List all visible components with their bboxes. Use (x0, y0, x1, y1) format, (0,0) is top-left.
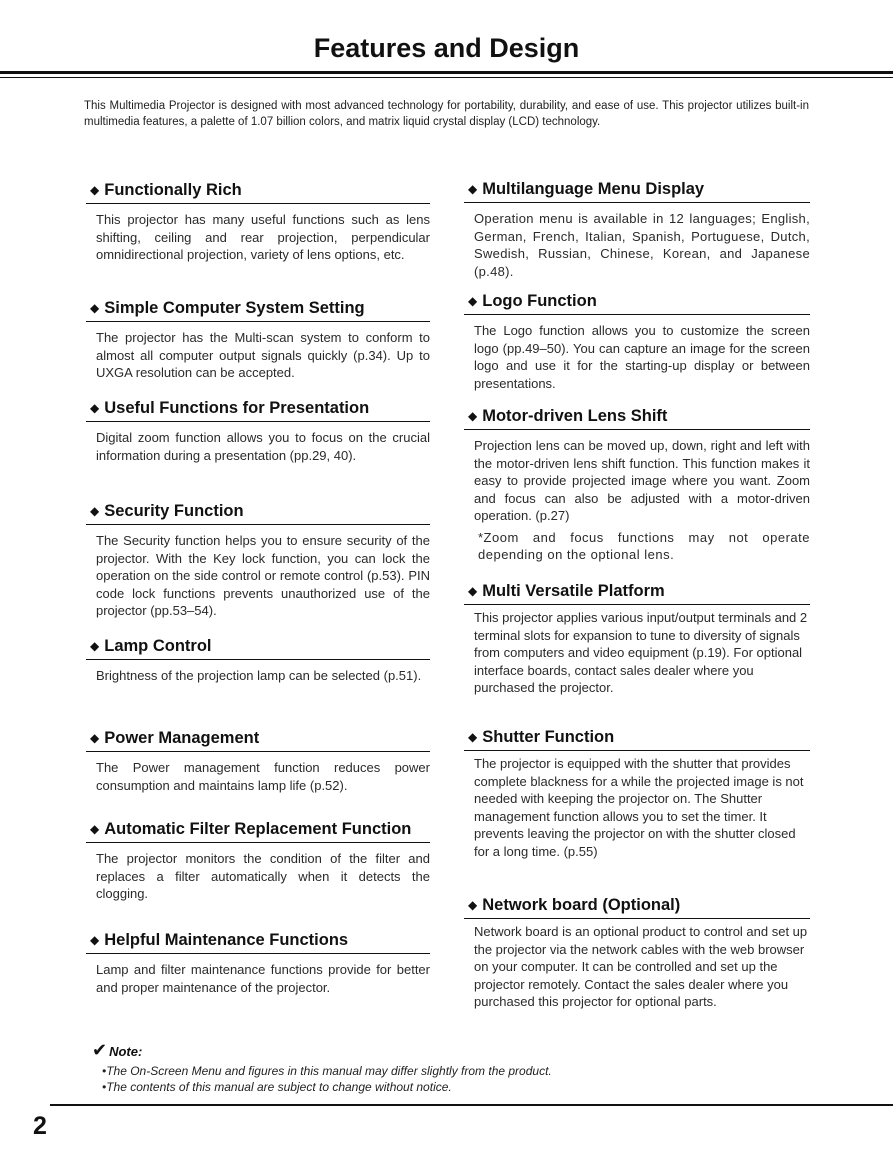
section-body: Operation menu is available in 12 languages; English, German, French, Italian, Spanish, Portuguese, Dutch, Swedish, Russian, Chinese, Korean, and Japanese (p.48). (474, 211, 810, 279)
section-heading (86, 299, 430, 322)
diamond-bullet-icon: ◆ (90, 731, 100, 745)
section-automatic-filter-replacement (86, 820, 430, 903)
note-label: Note: (109, 1044, 143, 1059)
heading-text: Automatic Filter Replacement Function (104, 820, 412, 838)
diamond-bullet-icon: ◆ (90, 933, 100, 947)
note-item: •The contents of this manual are subject to change without notice. (102, 1080, 452, 1094)
section-body: Brightness of the projection lamp can be selected (p.51). (96, 668, 422, 683)
section-body: Lamp and filter maintenance functions provide for better and proper maintenance of the projector. (96, 962, 430, 995)
section-shutter-function (464, 728, 810, 860)
section-heading (86, 931, 430, 954)
section-heading (86, 502, 430, 525)
section-body: Projection lens can be moved up, down, right and left with the motor-driven lens shift function. This function makes it easy to provide projected image where you want. Zoom and focus can also be adjusted with a motor-driven operation. (p.27) (474, 438, 810, 523)
section-security-function (86, 502, 430, 620)
diamond-bullet-icon: ◆ (468, 584, 478, 598)
diamond-bullet-icon: ◆ (90, 822, 100, 836)
heading-text: Simple Computer System Setting (104, 299, 365, 317)
heading-text: Lamp Control (104, 637, 212, 655)
section-heading (86, 181, 430, 204)
section-heading (464, 896, 810, 919)
section-body: This projector has many useful functions such as lens shifting, ceiling and rear projection, perpendicular omnidirectional projection, variety of lens options, etc. (96, 212, 430, 262)
section-body: The projector is equipped with the shutter that provides complete blackness for a while the projected image is not needed with keeping the projector on. The Shutter management function allows you to set the timer. It prevents leaving the projector on with the shutter closed for a long time. (p.55) (474, 756, 804, 859)
section-heading (86, 399, 430, 422)
section-heading (86, 637, 430, 660)
checkmark-icon: ✔ (92, 1040, 108, 1060)
note-heading (92, 1040, 142, 1061)
section-heading (464, 728, 810, 751)
page-title: Features and Design (313, 33, 580, 63)
heading-text: Security Function (104, 502, 244, 520)
heading-text: Multilanguage Menu Display (482, 180, 705, 198)
diamond-bullet-icon: ◆ (468, 898, 478, 912)
heading-text: Network board (Optional) (482, 896, 681, 914)
heading-text: Shutter Function (482, 728, 615, 746)
title-rule (0, 71, 893, 74)
diamond-bullet-icon: ◆ (468, 294, 478, 308)
section-heading (464, 582, 810, 605)
footer-rule (50, 1104, 893, 1106)
section-body: Network board is an optional product to control and set up the projector via the network cables with the web browser on your computer. It can be controlled and set up the projector remotely. Contact the sales dealer where you purchased this projector for optional parts. (474, 924, 808, 1009)
intro-paragraph: This Multimedia Projector is designed with most advanced technology for portability, durability, and ease of use. This projector utilizes built-in multimedia features, a palette of 1.07 billion colors, and matrix liquid crystal display (LCD) technology. (84, 100, 809, 128)
section-lamp-control (86, 637, 430, 685)
heading-text: Helpful Maintenance Functions (104, 931, 349, 949)
diamond-bullet-icon: ◆ (468, 730, 478, 744)
section-footnote: *Zoom and focus functions may not operate depending on the optional lens. (478, 529, 810, 562)
heading-text: Logo Function (482, 292, 597, 310)
section-body: Digital zoom function allows you to focus on the crucial information during a presentation (pp.29, 40). (96, 430, 430, 463)
section-heading (86, 820, 430, 843)
section-heading (464, 180, 810, 203)
section-power-management (86, 729, 430, 794)
section-helpful-maintenance-functions (86, 931, 430, 996)
section-body: The projector has the Multi-scan system to conform to almost all computer output signals quickly (p.34). Up to UXGA resolution can be accepted. (96, 330, 430, 380)
heading-text: Motor-driven Lens Shift (482, 407, 668, 425)
section-multi-versatile-platform (464, 582, 810, 697)
diamond-bullet-icon: ◆ (90, 639, 100, 653)
section-useful-functions-for-presentation (86, 399, 430, 464)
section-body: This projector applies various input/output terminals and 2 terminal slots for expansion to tune to diversity of signals from computers and video equipment (p.19). For optional interface boards, contact sales dealer where you purchased the projector. (474, 610, 808, 695)
section-heading (86, 729, 430, 752)
section-multilanguage-menu-display (464, 180, 810, 280)
section-body: The Logo function allows you to customize the screen logo (pp.49–50). You can capture an image for the screen logo and use it for the starting-up display or between presentations. (474, 323, 810, 391)
section-heading (464, 292, 810, 315)
diamond-bullet-icon: ◆ (468, 409, 478, 423)
diamond-bullet-icon: ◆ (90, 301, 100, 315)
section-network-board (464, 896, 810, 1011)
title-rule-thin (0, 77, 893, 78)
heading-text: Useful Functions for Presentation (104, 399, 370, 417)
heading-text: Functionally Rich (104, 181, 242, 199)
note-item: •The On-Screen Menu and figures in this manual may differ slightly from the product. (102, 1064, 552, 1078)
section-simple-computer-system-setting (86, 299, 430, 382)
section-body: The Security function helps you to ensure security of the projector. With the Key lock function, you can lock the operation on the side control or remote control (p.53). PIN code lock functions prevents unauthorized use of the projector (pp.53–54). (96, 533, 430, 618)
heading-text: Multi Versatile Platform (482, 582, 665, 600)
section-body: The Power management function reduces power consumption and maintains lamp life (p.52). (96, 760, 430, 793)
page-number: 2 (33, 1112, 47, 1140)
diamond-bullet-icon: ◆ (90, 183, 100, 197)
diamond-bullet-icon: ◆ (468, 182, 478, 196)
diamond-bullet-icon: ◆ (90, 401, 100, 415)
section-functionally-rich (86, 181, 430, 264)
section-body: The projector monitors the condition of the filter and replaces a filter automatically when it detects the clogging. (96, 851, 430, 901)
heading-text: Power Management (104, 729, 260, 747)
diamond-bullet-icon: ◆ (90, 504, 100, 518)
section-logo-function (464, 292, 810, 392)
section-heading (464, 407, 810, 430)
section-motor-driven-lens-shift (464, 407, 810, 564)
